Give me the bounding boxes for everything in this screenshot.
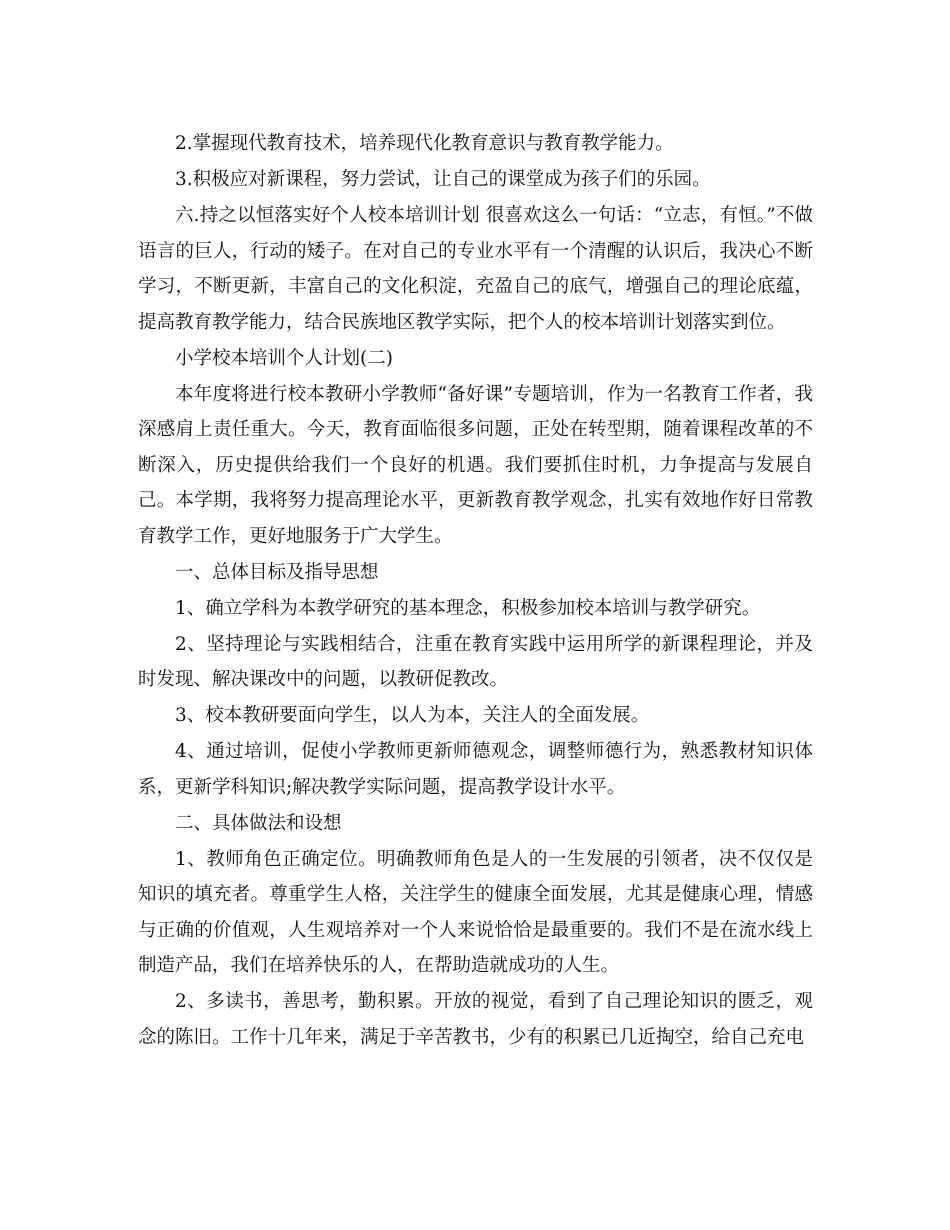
heading-specific-methods: 二、具体做法和设想 <box>175 812 342 834</box>
goal-item-2: 2、坚持理论与实践相结合，注重在教育实践中运用所学的新课程理论，并及时发现、解决课改中的问题，以教研促教改。 <box>138 633 813 690</box>
section-title: 小学校本培训个人计划(二) <box>175 347 393 369</box>
method-item-1: 1、教师角色正确定位。明确教师角色是人的一生发展的引领者，决不仅仅是知识的填充者。尊重学生人格，关注学生的健康全面发展，尤其是健康心理，情感与正确的价值观，人生观培养对一个人来说恰恰是最重要的。我们不是在流水线上制造产品，我们在培养快乐的人，在帮助造就成功的人生。 <box>138 848 813 976</box>
goal-item-1: 1、确立学科为本教学研究的基本理念，积极参加校本培训与教学研究。 <box>175 597 761 619</box>
method-item-2: 2、多读书，善思考，勤积累。开放的视觉，看到了自己理论知识的匮乏，观念的陈旧。工作十几年来，满足于辛苦教书，少有的积累已几近掏空，给自己充电 <box>138 991 813 1048</box>
document-body <box>138 126 813 1056</box>
paragraph-section-six: 六.持之以恒落实好个人校本培训计划 很喜欢这么一句话：“立志，有恒。”不做语言的巨人，行动的矮子。在对自己的专业水平有一个清醒的认识后，我决心不断学习，不断更新，丰富自己的文化积淀，充盈自己的底气，增强自己的理论底蕴，提高教育教学能力，结合民族地区教学实际，把个人的校本培训计划落实到位。 <box>138 205 813 333</box>
goal-item-4: 4、通过培训，促使小学教师更新师德观念，调整师德行为，熟悉教材知识体系，更新学科知识;解决教学实际问题，提高教学设计水平。 <box>138 741 813 798</box>
paragraph-item-2: 2.掌握现代教育技术，培养现代化教育意识与教育教学能力。 <box>175 133 674 154</box>
paragraph-intro: 本年度将进行校本教研小学教师“备好课”专题培训，作为一名教育工作者，我深感肩上责任重大。今天，教育面临很多问题，正处在转型期，随着课程改革的不断深入，历史提供给我们一个良好的机遇。我们要抓住时机，力争提高与发展自己。本学期，我将努力提高理论水平，更新教育教学观念，扎实有效地作好日常教育教学工作，更好地服务于广大学生。 <box>138 383 813 547</box>
heading-overall-goals: 一、总体目标及指导思想 <box>175 561 379 583</box>
goal-item-3: 3、校本教研要面向学生，以人为本，关注人的全面发展。 <box>175 705 650 726</box>
paragraph-item-3: 3.积极应对新课程，努力尝试，让自己的课堂成为孩子们的乐园。 <box>175 169 711 190</box>
